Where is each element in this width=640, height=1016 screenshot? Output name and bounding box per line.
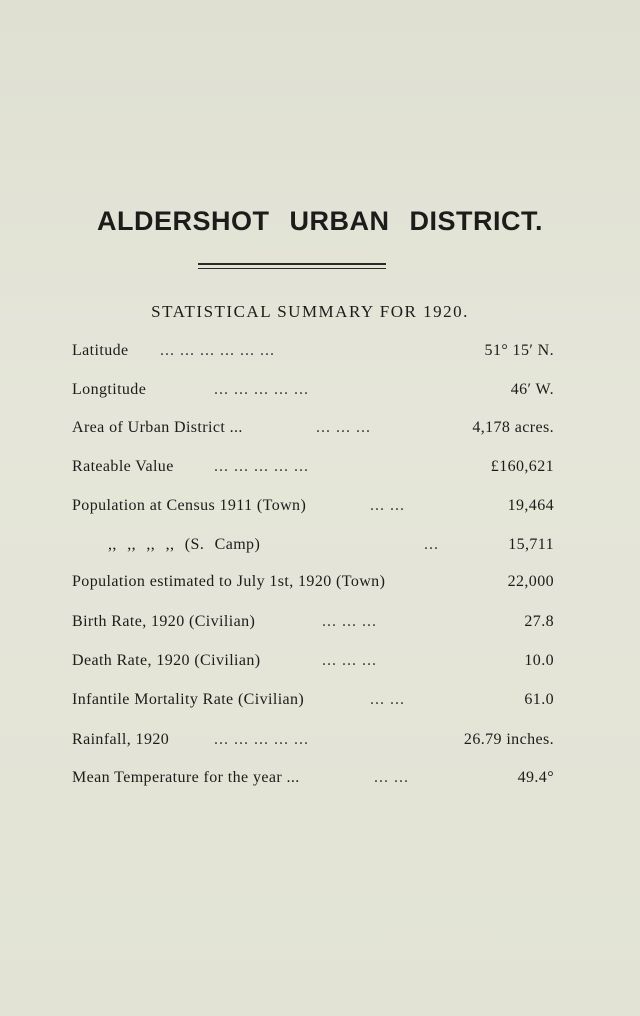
- leader-dots: ... ... ...: [322, 652, 377, 669]
- summary-row-infantile-mortality: [72, 691, 554, 713]
- leader-dots: ... ... ...: [316, 419, 371, 436]
- summary-row-latitude: [72, 342, 554, 364]
- leader-dots: ... ...: [370, 691, 405, 708]
- summary-row-longitude: [72, 381, 554, 403]
- summary-row-rainfall: [72, 731, 554, 753]
- leader-dots: ... ... ...: [322, 613, 377, 630]
- page-subtitle: STATISTICAL SUMMARY FOR 1920.: [151, 302, 469, 321]
- row-label: Area of Urban District ...: [72, 419, 243, 436]
- summary-row-census-town: [72, 497, 554, 519]
- row-value: 61.0: [524, 691, 554, 708]
- row-label: Population at Census 1911 (Town): [72, 497, 307, 514]
- row-value: 46′ W.: [510, 381, 554, 398]
- leader-dots: ... ... ... ... ...: [214, 731, 309, 748]
- row-label: Longtitude: [72, 381, 147, 398]
- summary-row-birth-rate: [72, 613, 554, 635]
- row-value: 27.8: [524, 613, 554, 630]
- leader-dots: ... ...: [370, 497, 405, 514]
- row-label: Birth Rate, 1920 (Civilian): [72, 613, 256, 630]
- row-label: Latitude: [72, 342, 129, 359]
- summary-row-area: [72, 419, 554, 441]
- title-rule-thick: [198, 263, 386, 265]
- summary-row-census-camp: [72, 536, 554, 558]
- row-label: ,, ,, ,, ,, (S. Camp): [108, 536, 261, 553]
- leader-dots: ... ...: [374, 769, 409, 786]
- leader-dots: ... ... ... ... ... ...: [160, 342, 275, 359]
- row-value: 10.0: [524, 652, 554, 669]
- summary-row-mean-temperature: [72, 769, 554, 791]
- summary-row-population-estimate: [72, 573, 554, 595]
- summary-row-death-rate: [72, 652, 554, 674]
- row-value: 22,000: [507, 573, 554, 590]
- row-label: Death Rate, 1920 (Civilian): [72, 652, 261, 669]
- row-value: 51° 15′ N.: [484, 342, 554, 359]
- row-value: 49.4°: [517, 769, 554, 786]
- row-value: 26.79 inches.: [463, 731, 554, 748]
- row-value: 4,178 acres.: [472, 419, 554, 436]
- row-label: Rateable Value: [72, 458, 174, 475]
- row-label: Infantile Mortality Rate (Civilian): [72, 691, 305, 708]
- row-label: Mean Temperature for the year ...: [72, 769, 300, 786]
- title-rule-thin: [198, 268, 386, 269]
- row-value: 19,464: [507, 497, 554, 514]
- row-value: 15,711: [508, 536, 554, 553]
- leader-dots: ... ... ... ... ...: [214, 381, 309, 398]
- leader-dots: ... ... ... ... ...: [214, 458, 309, 475]
- row-label: Population estimated to July 1st, 1920 (Town): [72, 573, 386, 590]
- row-label: Rainfall, 1920: [72, 731, 170, 748]
- row-value: £160,621: [490, 458, 554, 475]
- summary-row-rateable-value: [72, 458, 554, 480]
- leader-dots: ...: [424, 536, 439, 553]
- page-title: ALDERSHOT URBAN DISTRICT.: [97, 206, 543, 236]
